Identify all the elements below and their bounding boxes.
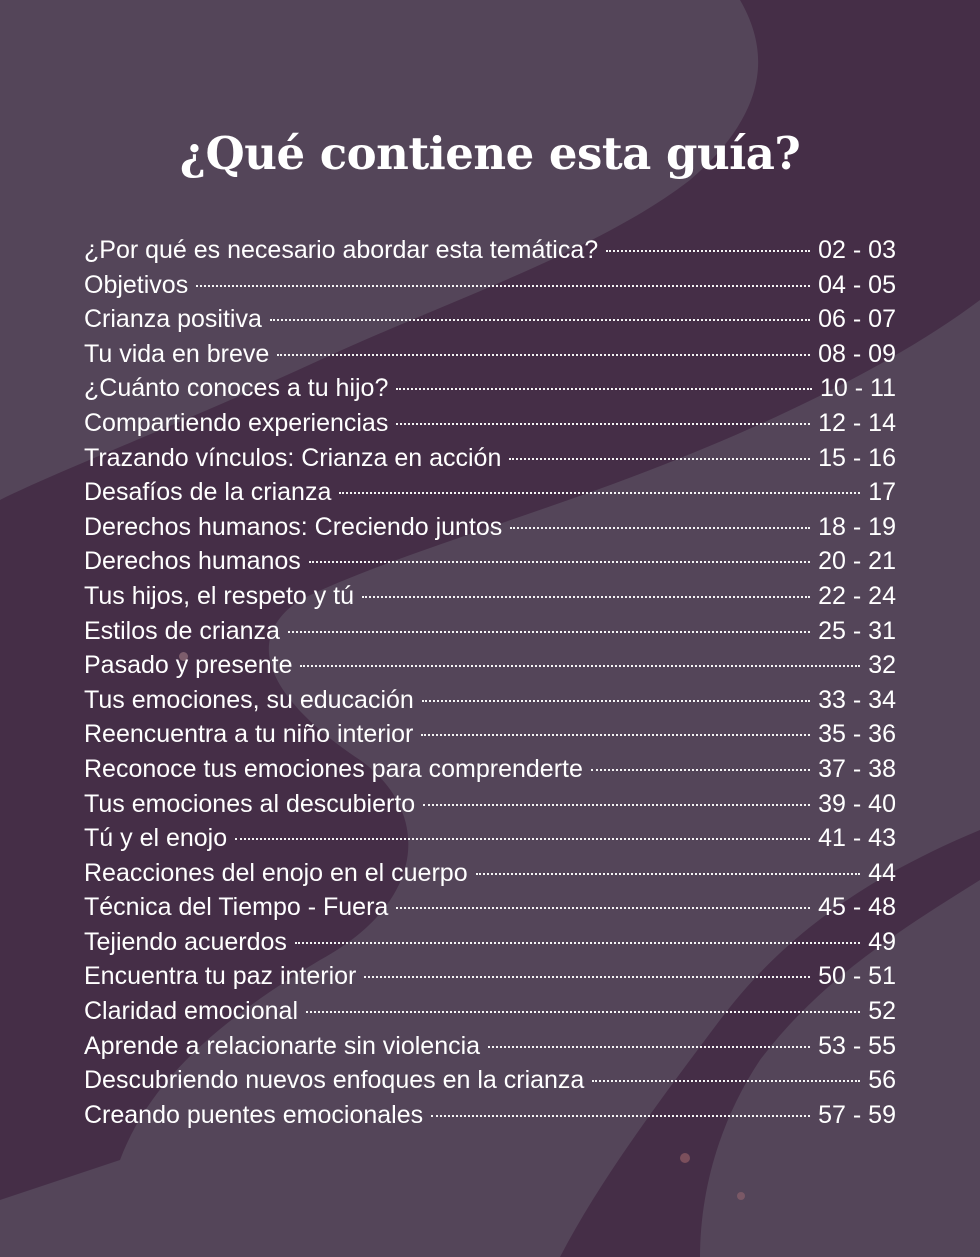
toc-entry[interactable] <box>84 959 896 994</box>
page-title: ¿Qué contiene esta guía? <box>179 127 801 180</box>
toc-entry-title: Tú y el enojo <box>84 824 228 853</box>
toc-entry-title: Técnica del Tiempo - Fuera <box>84 893 389 922</box>
dot-leader <box>488 1046 810 1048</box>
toc-entry-pages: 39 - 40 <box>818 789 896 818</box>
toc-entry[interactable] <box>84 925 896 960</box>
decorative-dot <box>680 1153 690 1163</box>
toc-entry-title: Tus hijos, el respeto y tú <box>84 581 355 610</box>
toc-entry-pages: 53 - 55 <box>818 1031 896 1060</box>
toc-entry[interactable] <box>84 337 896 372</box>
toc-entry-title: Objetivos <box>84 270 189 299</box>
toc-entry-title: Creando puentes emocionales <box>84 1100 424 1129</box>
toc-entry-pages: 45 - 48 <box>818 893 896 922</box>
toc-entry[interactable] <box>84 1098 896 1133</box>
toc-entry[interactable] <box>84 1063 896 1098</box>
toc-entry[interactable] <box>84 856 896 891</box>
dot-leader <box>306 1011 860 1013</box>
toc-entry[interactable] <box>84 268 896 303</box>
toc-entry-pages: 08 - 09 <box>818 339 896 368</box>
toc-entry-title: Tejiendo acuerdos <box>84 927 287 956</box>
dot-leader <box>606 250 810 252</box>
toc-entry-pages: 56 <box>868 1066 896 1095</box>
dot-leader <box>421 734 810 736</box>
toc-entry-pages: 25 - 31 <box>818 616 896 645</box>
toc-entry[interactable] <box>84 890 896 925</box>
toc-entry[interactable] <box>84 302 896 337</box>
dot-leader <box>510 527 810 529</box>
dot-leader <box>509 458 810 460</box>
toc-entry-title: Reencuentra a tu niño interior <box>84 720 414 749</box>
toc-entry-pages: 18 - 19 <box>818 512 896 541</box>
dot-leader <box>288 631 810 633</box>
toc-entry[interactable] <box>84 510 896 545</box>
toc-entry[interactable] <box>84 544 896 579</box>
dot-leader <box>300 665 860 667</box>
toc-entry[interactable] <box>84 648 896 683</box>
toc-entry-title: Tus emociones al descubierto <box>84 789 416 818</box>
toc-entry[interactable] <box>84 683 896 718</box>
dot-leader <box>295 942 860 944</box>
toc-entry-pages: 06 - 07 <box>818 305 896 334</box>
toc-entry[interactable] <box>84 752 896 787</box>
toc-entry-pages: 22 - 24 <box>818 581 896 610</box>
toc-entry-pages: 50 - 51 <box>818 962 896 991</box>
dot-leader <box>396 907 810 909</box>
toc-entry-pages: 04 - 05 <box>818 270 896 299</box>
toc-entry-title: Aprende a relacionarte sin violencia <box>84 1031 481 1060</box>
dot-leader <box>309 561 810 563</box>
toc-entry[interactable] <box>84 475 896 510</box>
toc-entry-pages: 49 <box>868 927 896 956</box>
dot-leader <box>423 804 810 806</box>
toc-entry-title: Derechos humanos: Creciendo juntos <box>84 512 503 541</box>
toc-entry-title: Tu vida en breve <box>84 339 270 368</box>
toc-entry-pages: 57 - 59 <box>818 1100 896 1129</box>
toc-entry-pages: 35 - 36 <box>818 720 896 749</box>
toc-entry-pages: 02 - 03 <box>818 236 896 264</box>
dot-leader <box>235 838 810 840</box>
toc-entry-pages: 41 - 43 <box>818 824 896 853</box>
toc-entry-title: Claridad emocional <box>84 997 299 1026</box>
toc-entry[interactable] <box>84 233 896 268</box>
toc-entry-pages: 33 - 34 <box>818 685 896 714</box>
toc-entry-title: Reacciones del enojo en el cuerpo <box>84 858 468 887</box>
toc-entry-pages: 17 <box>868 478 896 507</box>
toc-entry[interactable] <box>84 994 896 1029</box>
toc-entry[interactable] <box>84 614 896 649</box>
toc-entry-title: Reconoce tus emociones para comprenderte <box>84 754 583 783</box>
toc-entry[interactable] <box>84 371 896 406</box>
toc-entry-title: Crianza positiva <box>84 305 262 334</box>
toc-entry[interactable] <box>84 579 896 614</box>
dot-leader <box>422 700 810 702</box>
toc-entry-title: Pasado y presente <box>84 651 293 680</box>
dot-leader <box>431 1115 810 1117</box>
toc-entry-pages: 32 <box>868 651 896 680</box>
dot-leader <box>362 596 810 598</box>
toc-entry-title: Derechos humanos <box>84 547 301 576</box>
dot-leader <box>396 388 812 390</box>
toc-entry-title: Trazando vínculos: Crianza en acción <box>84 443 502 472</box>
toc-entry-pages: 20 - 21 <box>818 547 896 576</box>
toc-entry-title: ¿Por qué es necesario abordar esta temática? <box>84 236 599 264</box>
toc-entry-pages: 52 <box>868 997 896 1026</box>
dot-leader <box>591 769 810 771</box>
dot-leader <box>196 285 810 287</box>
toc-entry-title: Tus emociones, su educación <box>84 685 414 714</box>
toc-entry-pages: 44 <box>868 858 896 887</box>
toc-entry[interactable] <box>84 1029 896 1064</box>
toc-entry[interactable] <box>84 787 896 822</box>
toc-entry-title: Descubriendo nuevos enfoques en la crianza <box>84 1066 585 1095</box>
dot-leader <box>592 1080 860 1082</box>
toc-entry[interactable] <box>84 406 896 441</box>
dot-leader <box>339 492 860 494</box>
toc-entry-title: Encuentra tu paz interior <box>84 962 357 991</box>
toc-entry-title: ¿Cuánto conoces a tu hijo? <box>84 374 389 403</box>
toc-entry-title: Compartiendo experiencias <box>84 408 389 437</box>
dot-leader <box>277 354 810 356</box>
dot-leader <box>476 873 861 875</box>
toc-entry-pages: 12 - 14 <box>818 408 896 437</box>
dot-leader <box>364 976 810 978</box>
dot-leader <box>396 423 810 425</box>
toc-entry[interactable] <box>84 717 896 752</box>
toc-entry-title: Desafíos de la crianza <box>84 478 332 507</box>
toc-entry-title: Estilos de crianza <box>84 616 280 645</box>
table-of-contents <box>84 233 896 1132</box>
toc-entry[interactable] <box>84 441 896 476</box>
dot-leader <box>270 319 810 321</box>
toc-entry-pages: 37 - 38 <box>818 754 896 783</box>
toc-entry-pages: 15 - 16 <box>818 443 896 472</box>
toc-entry[interactable] <box>84 821 896 856</box>
decorative-dot <box>737 1192 745 1200</box>
toc-entry-pages: 10 - 11 <box>820 374 896 403</box>
